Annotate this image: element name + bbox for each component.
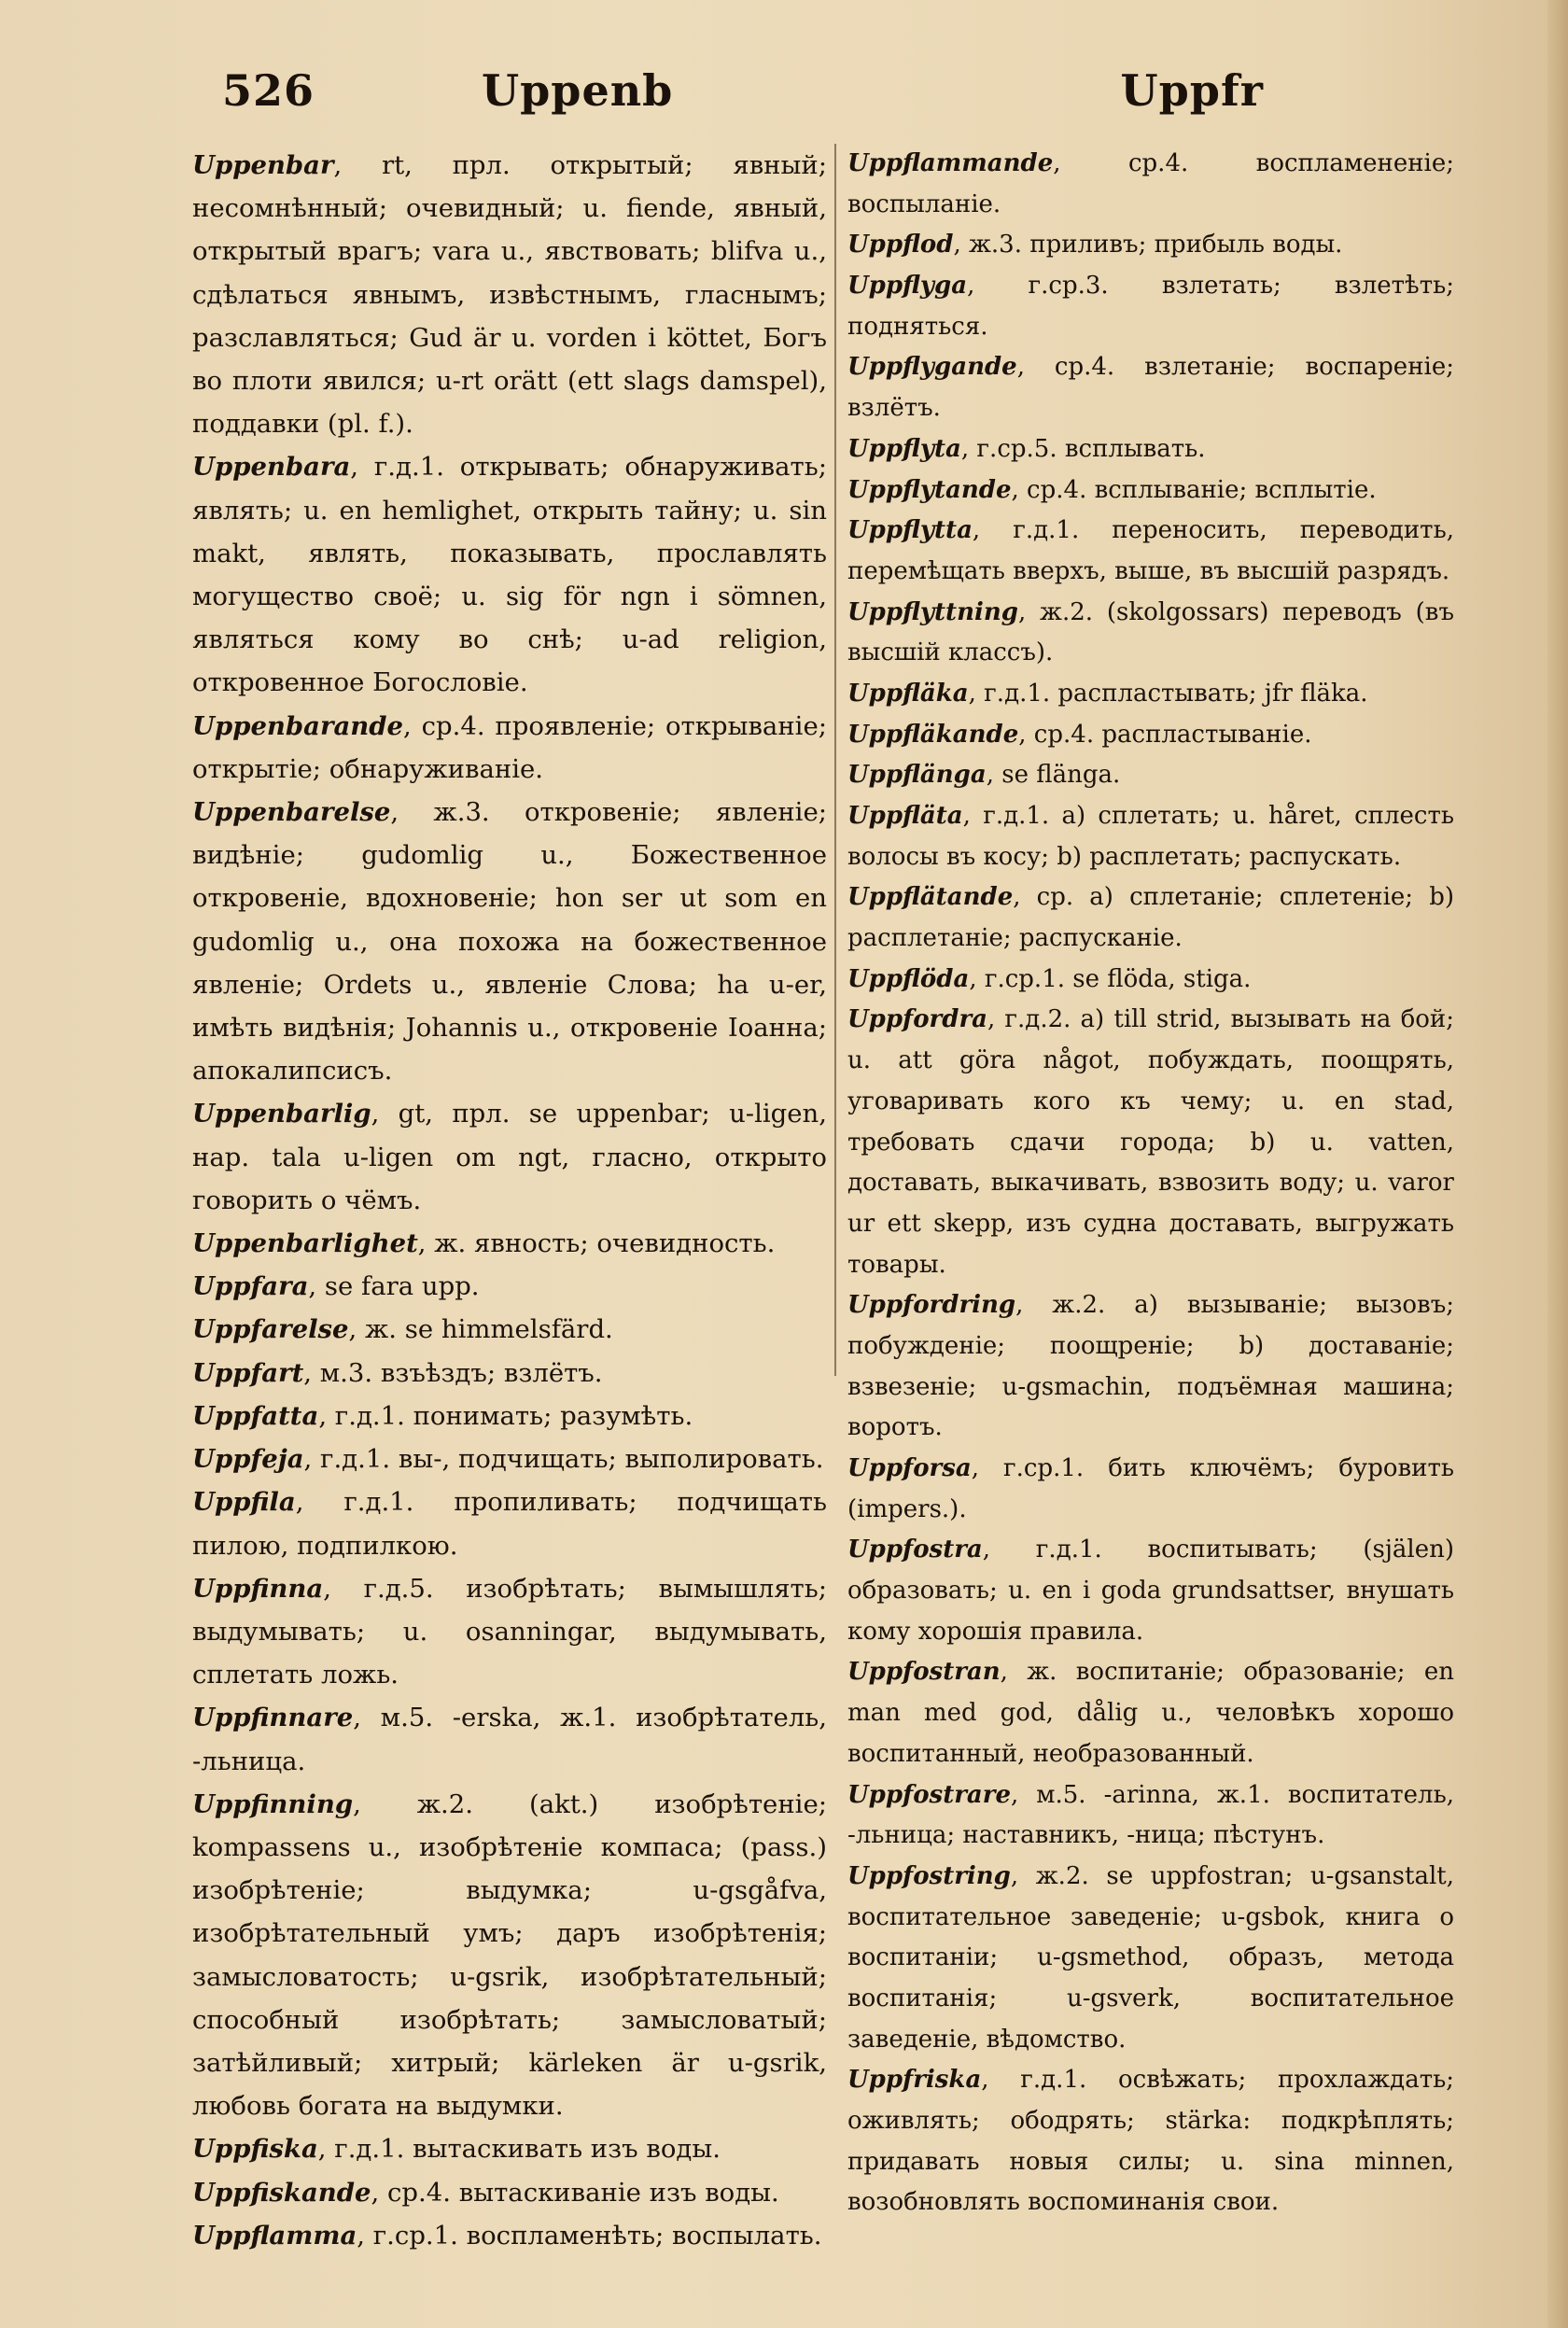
- right-running-head: Uppfr: [1120, 65, 1264, 116]
- entry-headword: Uppfläka: [847, 679, 969, 708]
- entry-text: , г.д.1. переносить, переводить, перемѣщать вверхъ, выше, въ высшій разрядъ.: [847, 516, 1454, 585]
- entry-headword: Uppflyta: [847, 434, 961, 463]
- entry-text: , ср.4. взлетаніе; воспареніе; взлётъ.: [847, 353, 1454, 423]
- dictionary-entry: [847, 593, 1454, 674]
- dictionary-entry: [192, 2214, 827, 2257]
- entry-text: , ж. se himmelsfärd.: [348, 1314, 613, 1345]
- dictionary-entry: [847, 877, 1454, 959]
- entry-headword: Uppforsa: [847, 1454, 972, 1482]
- dictionary-entry: [192, 2171, 827, 2214]
- entry-text: , ж. воспитаніе; образованіе; en man med god, dålig u., человѣкъ хорошо воспитанный, необразованный.: [847, 1658, 1454, 1768]
- entry-headword: Uppfostrare: [847, 1780, 1011, 1809]
- entry-headword: Uppenbarlig: [192, 1099, 371, 1129]
- entry-headword: Uppfordra: [847, 1005, 987, 1034]
- left-column: [192, 144, 827, 2300]
- dictionary-entry: [847, 1000, 1454, 1285]
- dictionary-entry: [847, 796, 1454, 877]
- entry-headword: Uppflöda: [847, 964, 970, 993]
- dictionary-entry: [847, 1857, 1454, 2060]
- entry-text: , ж.3. откровеніе; явленіе; видѣніе; gudomlig u., Божественное откровеніе, вдохновеніе; hon ser ut som en gudomlig u., она похожа на божественное явленіе; Ordets u., явленіе Слова; ha u-er, имѣть видѣнія; Johannis u., откровеніе Іоанна; апокалипсисъ.: [192, 797, 827, 1087]
- entry-text: , м.5. -arinna, ж.1. воспитатель, -льница; наставникъ, -ница; пѣстунъ.: [847, 1780, 1454, 1850]
- entry-text: , м.5. -erska, ж.1. изобрѣтатель, -льница.: [192, 1703, 827, 1776]
- entry-headword: Uppfatta: [192, 1400, 319, 1431]
- entry-text: , г.д.1. a) сплетать; u. håret, сплесть волосы въ косу; b) расплетать; распускать.: [847, 802, 1454, 871]
- dictionary-entry: [192, 2127, 827, 2170]
- entry-headword: Uppflammande: [847, 149, 1054, 177]
- entry-text: , г.ср.1. бить ключёмъ; буровить (impers.).: [847, 1454, 1454, 1523]
- dictionary-entry: [847, 511, 1454, 592]
- entry-text: , г.ср.1. воспламенѣть; воспылать.: [357, 2220, 822, 2251]
- entry-text: , ср.4. распластываніе.: [1018, 720, 1312, 749]
- dictionary-entry: [192, 705, 827, 791]
- dictionary-entry: [847, 1285, 1454, 1449]
- entry-text: , г.ср.3. взлетать; взлетѣть; подняться.: [847, 272, 1454, 341]
- dictionary-entry: [847, 1449, 1454, 1530]
- entry-text: , г.д.1. пропиливать; подчищать пилою, подпилкою.: [192, 1487, 827, 1561]
- dictionary-entry: [192, 144, 827, 445]
- dictionary-entry: [847, 144, 1454, 225]
- entry-text: , ж.2. a) вызываніе; вызовъ; побужденіе; поощреніе; b) доставаніе; взвезеніе; u-gsmachin, подъёмная машина; воротъ.: [847, 1291, 1454, 1442]
- entry-text: , ж.2. se uppfostran; u-gsanstalt, воспитательное заведеніе; u-gsbok, книга о воспитаніи; u-gsmethod, образъ, метода воспитанія; u-gsverk, воспитательное заведеніе, вѣдомство.: [847, 1861, 1454, 2054]
- entry-headword: Uppflytta: [847, 516, 973, 545]
- page-edge: [1547, 0, 1568, 2328]
- entry-text: , г.ср.5. всплывать.: [960, 434, 1206, 463]
- entry-headword: Uppfara: [192, 1271, 309, 1302]
- dictionary-entry: [192, 1567, 827, 1697]
- dictionary-entry: [192, 1265, 827, 1308]
- entry-text: , г.д.1. распластывать; jfr fläka.: [968, 679, 1368, 708]
- entry-text: , г.д.1. вы-, подчищать; выполировать.: [303, 1444, 824, 1475]
- entry-headword: Uppfeja: [192, 1444, 304, 1475]
- entry-text: , rt, прл. открытый; явный; несомнѣнный; очевидный; u. fiende, явный, открытый врагъ; vara u., явствовать; blifva u., сдѣлаться явнымъ, извѣстнымъ, гласнымъ; разславляться; Gud är u. vorden i köttet, Богъ во плоти явился; u-rt orätt (ett slags damspel), поддавки (pl. f.).: [192, 150, 827, 440]
- dictionary-entry: [847, 347, 1454, 428]
- entry-text: , ж.3. приливъ; прибыль воды.: [953, 231, 1343, 259]
- entry-headword: Uppfart: [192, 1357, 304, 1388]
- entry-headword: Uppflätande: [847, 883, 1014, 912]
- entry-headword: Uppenbarande: [192, 710, 404, 741]
- entry-headword: Uppflyttning: [847, 597, 1018, 626]
- entry-headword: Uppflygande: [847, 353, 1017, 382]
- dictionary-entry: [847, 715, 1454, 756]
- entry-headword: Uppflytande: [847, 475, 1012, 504]
- column-divider: [834, 144, 836, 1376]
- dictionary-entry: [847, 429, 1454, 470]
- entry-headword: Uppflänga: [847, 761, 987, 790]
- entry-headword: Uppfiskande: [192, 2177, 371, 2208]
- dictionary-entry: [192, 1480, 827, 1566]
- dictionary-entry: [847, 1652, 1454, 1774]
- entry-headword: Uppfostran: [847, 1658, 1001, 1687]
- entry-text: , г.д.2. a) till strid, вызывать на бой; u. att göra något, побуждать, поощрять, уговаривать кого къ чему; u. en stad, требовать сдачи города; b) u. vatten, доставать, выкачивать, взвозить воду; u. varor ur ett skepp, изъ судна доставать, выгружать товары.: [847, 1005, 1454, 1279]
- entry-headword: Uppfostring: [847, 1861, 1011, 1890]
- entry-headword: Uppfostra: [847, 1536, 983, 1564]
- dictionary-entry: [192, 1222, 827, 1265]
- entry-headword: Uppfinning: [192, 1788, 354, 1819]
- dictionary-entry: [192, 1437, 827, 1480]
- dictionary-entry: [192, 1352, 827, 1395]
- entry-headword: Uppfordring: [847, 1291, 1016, 1320]
- entry-headword: Uppflod: [847, 231, 954, 259]
- entry-text: , г.д.1. вытаскивать изъ воды.: [317, 2134, 721, 2165]
- right-column: [847, 144, 1454, 2300]
- entry-headword: Uppfläta: [847, 802, 963, 830]
- dictionary-entry: [847, 470, 1454, 512]
- entry-text: , gt, прл. se uppenbar; u-ligen, нар. tala u-ligen om ngt, гласно, открыто говорить о чёмъ.: [192, 1099, 827, 1215]
- entry-headword: Uppfinna: [192, 1573, 324, 1604]
- dictionary-entry: [847, 266, 1454, 347]
- entry-headword: Uppfila: [192, 1487, 296, 1518]
- entry-headword: Uppfläkande: [847, 720, 1019, 749]
- entry-text: , ж.2. (akt.) изобрѣтеніе; kompassens u., изобрѣтеніе компаса; (pass.) изобрѣтеніе; выдумка; u-gsgåfva, изобрѣтательный умъ; даръ изобрѣтенія; замысловатость; u-gsrik, изобрѣтательный; способный изобрѣтать; замысловатый; затѣйливый; хитрый; kärleken är u-gsrik, любовь богата на выдумки.: [192, 1788, 827, 2122]
- entry-text: , г.д.1. понимать; разумѣть.: [318, 1400, 693, 1431]
- entry-text: , ср. a) сплетаніе; сплетеніе; b) расплетаніе; распусканіе.: [847, 883, 1454, 953]
- entry-text: , г.ср.1. se flöda, stiga.: [969, 964, 1252, 993]
- entry-text: , ж.2. (skolgossars) переводъ (въ высшій классъ).: [847, 597, 1454, 667]
- dictionary-entry: [847, 960, 1454, 1001]
- entry-text: , se fara upp.: [308, 1271, 480, 1302]
- dictionary-entry: [847, 755, 1454, 796]
- entry-text: , г.д.1. воспитывать; (själen) образовать; u. en i goda grundsattser, внушать кому хорошія правила.: [847, 1536, 1454, 1646]
- entry-headword: Uppfriska: [847, 2066, 982, 2095]
- entry-headword: Uppflamma: [192, 2220, 357, 2251]
- dictionary-entry: [192, 791, 827, 1092]
- entry-headword: Uppenbar: [192, 150, 334, 180]
- entry-text: , ср.4. проявленіе; открываніе; открытіе; обнаруживаніе.: [192, 710, 827, 784]
- dictionary-entry: [192, 1783, 827, 2128]
- entry-text: , г.д.1. открывать; обнаруживать; являть; u. en hemlighet, открыть тайну; u. sin makt, являть, показывать, прославлять могущество своё; u. sig för ngn i sömnen, являться кому во снѣ; u-ad religion, откровенное Богословіе.: [192, 452, 827, 698]
- dictionary-entry: [192, 445, 827, 704]
- entry-text: , se flänga.: [986, 761, 1121, 790]
- dictionary-entry: [847, 225, 1454, 266]
- dictionary-entry: [847, 2060, 1454, 2223]
- entry-headword: Uppfarelse: [192, 1314, 349, 1345]
- entry-headword: Uppenbarlighet: [192, 1228, 418, 1259]
- entry-text: , ср.4. всплываніе; всплытіе.: [1011, 475, 1377, 504]
- page-number: 526: [222, 65, 315, 116]
- left-running-head: Uppenb: [482, 65, 674, 116]
- entry-text: , ср.4. вытаскиваніе изъ воды.: [371, 2177, 779, 2208]
- entry-text: , ср.4. воспламененіе; воспыланіе.: [847, 149, 1454, 218]
- entry-headword: Uppfiska: [192, 2134, 318, 2165]
- page-header: [222, 65, 1264, 131]
- entry-headword: Uppenbarelse: [192, 797, 391, 828]
- entry-text: , м.3. взъѣздъ; взлётъ.: [303, 1357, 603, 1388]
- entry-text: , г.д.1. освѣжать; прохлаждать; оживлять; ободрять; stärka: подкрѣплять; придавать новыя силы; u. sina minnen, возобновлять воспоминанія свои.: [847, 2066, 1454, 2217]
- entry-text: , г.д.5. изобрѣтать; вымышлять; выдумывать; u. osanningar, выдумывать, сплетать ложь.: [192, 1573, 827, 1690]
- dictionary-entry: [192, 1395, 827, 1437]
- entry-headword: Uppfinnare: [192, 1703, 354, 1733]
- dictionary-entry: [192, 1696, 827, 1782]
- entry-headword: Uppenbara: [192, 452, 351, 483]
- entry-headword: Uppflyga: [847, 272, 968, 301]
- entry-text: , ж. явность; очевидность.: [417, 1228, 776, 1259]
- dictionary-entry: [847, 1775, 1454, 1857]
- dictionary-entry: [847, 1530, 1454, 1652]
- dictionary-entry: [192, 1308, 827, 1351]
- dictionary-entry: [847, 674, 1454, 715]
- dictionary-entry: [192, 1092, 827, 1222]
